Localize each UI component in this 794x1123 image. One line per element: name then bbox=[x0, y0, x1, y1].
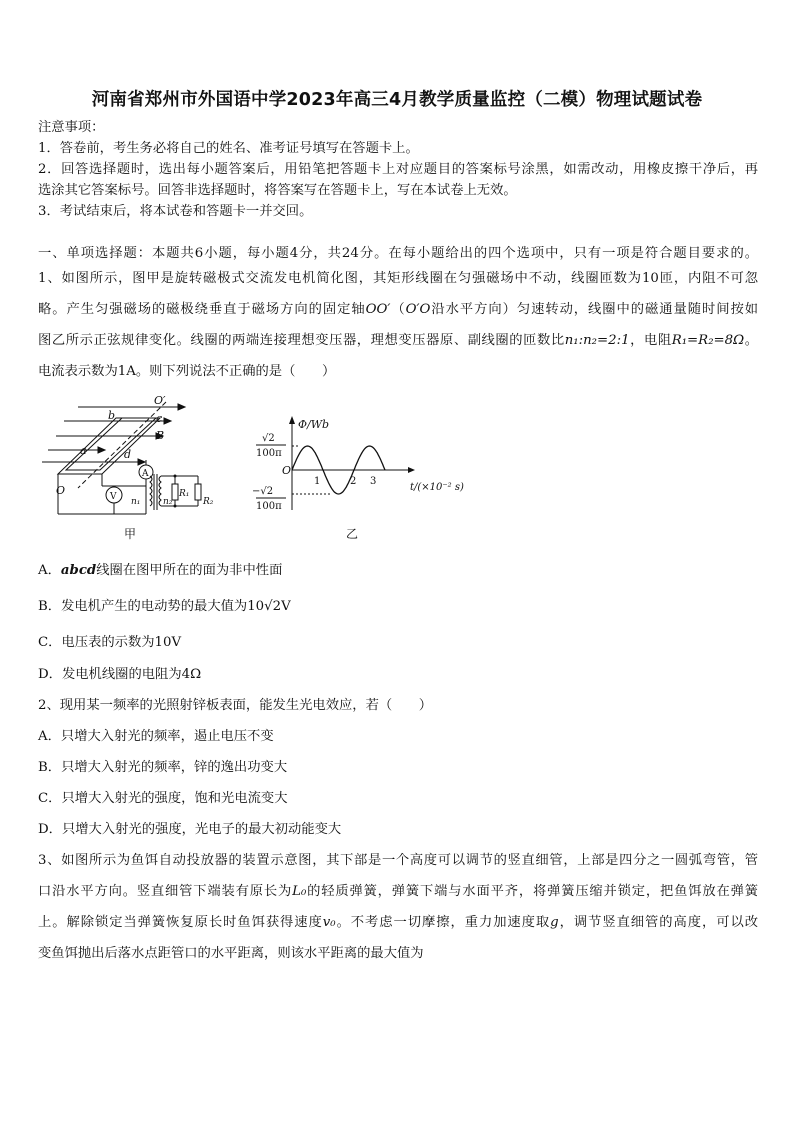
q2-option-b[interactable]: B．只增大入射光的频率，锌的逸出功变大 bbox=[38, 760, 288, 775]
label-ammeter: A bbox=[142, 469, 149, 479]
section-heading: 一、单项选择题：本题共6小题，每小题4分，共24分。在每小题给出的四个选项中，只有一项是符合题目要求的。 bbox=[38, 246, 758, 261]
axis-oo: OO′ bbox=[365, 302, 391, 317]
ymax-denominator: 100π bbox=[256, 448, 282, 459]
q1-option-b[interactable] bbox=[38, 598, 758, 616]
q1-text: 。 bbox=[744, 333, 759, 348]
label-n1: n₁ bbox=[131, 497, 141, 507]
q2-option-c[interactable]: C．只增大入射光的强度，饱和光电流变大 bbox=[38, 791, 288, 806]
q3-text: 。不考虑一切摩擦，重力加速度取 bbox=[335, 915, 551, 930]
spring-length: L₀ bbox=[292, 884, 307, 899]
q1-line-4: 电流表示数为1A。则下列说法不正确的是（ ） bbox=[38, 364, 336, 379]
tick-1: 1 bbox=[314, 476, 321, 487]
label-o-prime: O′ bbox=[154, 394, 166, 407]
notice-heading: 注意事项： bbox=[38, 120, 105, 135]
q3-line-2 bbox=[38, 883, 758, 901]
q1-line-3 bbox=[38, 332, 758, 350]
resistance-values: R₁=R₂=8Ω bbox=[671, 333, 745, 348]
sqrt-value: √2 bbox=[264, 599, 282, 614]
label-b: b bbox=[108, 409, 116, 422]
q3-line-1: 3、如图所示为鱼饵自动投放器的装置示意图，其下部是一个高度可以调节的竖直细管，上部是四分之一圆弧弯管，管 bbox=[38, 853, 758, 868]
q3-text: 的轻质弹簧，弹簧下端与水面平齐，将弹簧压缩并锁定，把鱼饵放在弹簧 bbox=[306, 884, 759, 899]
q1-text: （ bbox=[390, 302, 406, 317]
q2-stem: 2、现用某一频率的光照射锌板表面，能发生光电效应，若（ ） bbox=[38, 698, 433, 713]
gravity-symbol: g bbox=[550, 915, 559, 930]
label-o: O bbox=[56, 484, 66, 497]
ymin-denominator: 100π bbox=[256, 501, 282, 512]
notice-item-2-line-2: 选涂其它答案标号。回答非选择题时，将答案写在答题卡上，写在本试卷上无效。 bbox=[38, 183, 517, 198]
label-a: a bbox=[80, 444, 87, 457]
q3-text: 上。解除锁定当弹簧恢复原长时鱼饵获得速度 bbox=[38, 915, 323, 930]
q1-text: 沿水平方向）匀速转动，线圈中的磁通量随时间按如 bbox=[430, 302, 759, 317]
origin-label: O bbox=[282, 464, 292, 477]
option-text: 线圈在图甲所在的面为非中性面 bbox=[96, 563, 283, 578]
q2-option-d[interactable]: D．只增大入射光的强度，光电子的最大初动能变大 bbox=[38, 822, 342, 837]
option-label: A． bbox=[38, 563, 61, 578]
initial-speed: v₀ bbox=[322, 915, 336, 930]
label-r2: R₂ bbox=[203, 497, 214, 507]
q1-option-d[interactable]: D．发电机线圈的电阻为4Ω bbox=[38, 667, 202, 682]
tick-3: 3 bbox=[370, 476, 377, 487]
x-axis-label: t/(×10⁻² s) bbox=[410, 482, 464, 493]
label-B: B bbox=[156, 429, 165, 442]
label-n2: n₂ bbox=[163, 497, 173, 507]
q1-text: 图乙所示正弦规律变化。线圈的两端连接理想变压器，理想变压器原、副线圈的匝数比 bbox=[38, 333, 565, 348]
q3-text: 口沿水平方向。竖直细管下端装有原长为 bbox=[38, 884, 293, 899]
q2-option-a[interactable]: A．只增大入射光的频率，遏止电压不变 bbox=[38, 729, 274, 744]
option-text: B．发电机产生的电动势的最大值为10 bbox=[38, 599, 265, 614]
unit: V bbox=[281, 599, 291, 614]
axis-oo-reverse: O′O bbox=[405, 302, 431, 317]
y-axis-label: Φ/Wb bbox=[298, 418, 330, 431]
figure-yi bbox=[250, 410, 480, 544]
q1-option-a[interactable] bbox=[38, 562, 758, 580]
q1-text: ，电阻 bbox=[629, 333, 672, 348]
label-voltmeter: V bbox=[110, 492, 117, 502]
label-r1: R₁ bbox=[179, 489, 190, 499]
q3-text: ，调节竖直细管的高度，可以改 bbox=[558, 915, 759, 930]
notice-item-2-line-1: 2．回答选择题时，选出每小题答案后，用铅笔把答题卡上对应题目的答案标号涂黑，如需改动，用橡皮擦干净后，再 bbox=[38, 162, 758, 177]
label-c: c bbox=[156, 412, 163, 425]
q3-line-3 bbox=[38, 914, 758, 932]
page-title: 河南省郑州市外国语中学2023年高三4月教学质量监控（二模）物理试题试卷 bbox=[91, 90, 703, 110]
figure-jia-caption: 甲 bbox=[124, 527, 137, 541]
q3-line-4: 变鱼饵抛出后落水点距管口的水平距离，则该水平距离的最大值为 bbox=[38, 946, 424, 961]
tick-2: 2 bbox=[350, 476, 357, 487]
coil-name: abcd bbox=[60, 563, 97, 578]
q1-line-1: 1、如图所示，图甲是旋转磁极式交流发电机简化图，其矩形线圈在匀强磁场中不动，线圈匝数为10匝，内阻不可忽 bbox=[38, 271, 758, 286]
ymax-numerator: √2 bbox=[262, 433, 275, 444]
label-d: d bbox=[124, 448, 132, 461]
q1-line-2 bbox=[38, 301, 758, 319]
notice-item-3: 3．考试结束后，将本试卷和答题卡一并交回。 bbox=[38, 204, 313, 219]
q1-text: 略。产生匀强磁场的磁极绕垂直于磁场方向的固定轴 bbox=[38, 302, 366, 317]
turns-ratio: n₁:n₂=2:1 bbox=[564, 333, 630, 348]
figure-jia bbox=[38, 392, 228, 544]
q1-option-c[interactable]: C．电压表的示数为10V bbox=[38, 635, 182, 650]
ymin-numerator: −√2 bbox=[252, 486, 274, 497]
figure-yi-caption: 乙 bbox=[346, 527, 359, 541]
notice-item-1: 1．答卷前，考生务必将自己的姓名、准考证号填写在答题卡上。 bbox=[38, 141, 419, 156]
